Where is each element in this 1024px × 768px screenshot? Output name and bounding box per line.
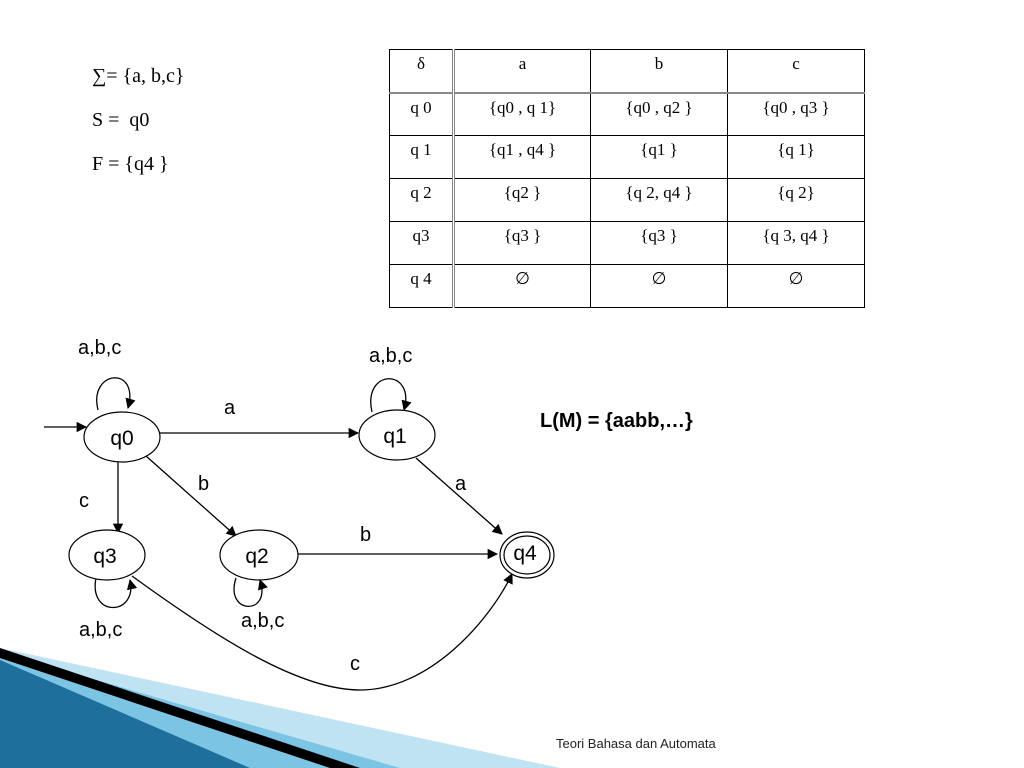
table-cell: q 1 bbox=[390, 136, 454, 179]
edge-label-q0-q3: c bbox=[79, 490, 89, 512]
table-cell: {q 2} bbox=[728, 179, 865, 222]
edge-label-q2-self: a,b,c bbox=[241, 610, 285, 632]
state-label: q1 bbox=[383, 425, 407, 448]
edge-label-q0-q2: b bbox=[198, 473, 210, 495]
edge-q3-q4 bbox=[132, 574, 512, 690]
table-cell: {q0 , q 1} bbox=[454, 93, 591, 136]
edge-label-q0-self: a,b,c bbox=[78, 337, 122, 359]
state-q0 bbox=[84, 412, 160, 462]
start-state-definition: S = q0 bbox=[92, 109, 150, 131]
edge-label-q3-self: a,b,c bbox=[79, 619, 123, 641]
edge-q1-q4 bbox=[416, 458, 502, 534]
table-cell: {q 1} bbox=[728, 136, 865, 179]
table-header-cell: a bbox=[454, 50, 591, 93]
language-definition: L(M) = {aabb,…} bbox=[540, 410, 693, 432]
final-states-definition: F = {q4 } bbox=[92, 153, 169, 175]
table-cell: q3 bbox=[390, 222, 454, 265]
state-label: q2 bbox=[245, 545, 269, 568]
table-cell: {q 3, q4 } bbox=[728, 222, 865, 265]
edge-q1-q1 bbox=[371, 379, 406, 412]
state-label: q4 bbox=[513, 542, 537, 565]
edge-q0-q0 bbox=[97, 378, 130, 410]
edge-q0-q2 bbox=[146, 456, 236, 536]
table-cell: ∅ bbox=[591, 265, 728, 308]
table-cell: ∅ bbox=[454, 265, 591, 308]
edge-label-q0-q1: a bbox=[224, 397, 236, 419]
table-cell: {q3 } bbox=[591, 222, 728, 265]
edge-label-q3-q4: c bbox=[350, 653, 360, 675]
table-cell: {q2 } bbox=[454, 179, 591, 222]
edge-label-q2-q4: b bbox=[360, 524, 372, 546]
alphabet-definition: ∑= {a, b,c} bbox=[92, 65, 185, 87]
table-cell: {q3 } bbox=[454, 222, 591, 265]
table-cell: q 0 bbox=[390, 93, 454, 136]
state-q1 bbox=[359, 410, 435, 460]
state-q3 bbox=[69, 530, 145, 580]
edge-q3-q3 bbox=[95, 578, 131, 608]
state-q2 bbox=[220, 530, 298, 580]
table-cell: q 2 bbox=[390, 179, 454, 222]
footer-text: Teori Bahasa dan Automata bbox=[556, 736, 716, 751]
state-label: q3 bbox=[93, 545, 117, 568]
state-q4-accepting bbox=[500, 532, 554, 578]
table-header-cell: δ bbox=[390, 50, 454, 93]
edge-label-q1-self: a,b,c bbox=[369, 345, 413, 367]
table-cell: {q0 , q2 } bbox=[591, 93, 728, 136]
table-cell: ∅ bbox=[728, 265, 865, 308]
table-header-cell: c bbox=[728, 50, 865, 93]
edge-q2-q2 bbox=[234, 578, 262, 606]
table-cell: {q0 , q3 } bbox=[728, 93, 865, 136]
state-label: q0 bbox=[110, 427, 134, 450]
table-cell: {q1 } bbox=[591, 136, 728, 179]
table-cell: {q 2, q4 } bbox=[591, 179, 728, 222]
edge-label-q1-q4: a bbox=[455, 473, 467, 495]
table-cell: q 4 bbox=[390, 265, 454, 308]
table-cell: {q1 , q4 } bbox=[454, 136, 591, 179]
table-header-cell: b bbox=[591, 50, 728, 93]
